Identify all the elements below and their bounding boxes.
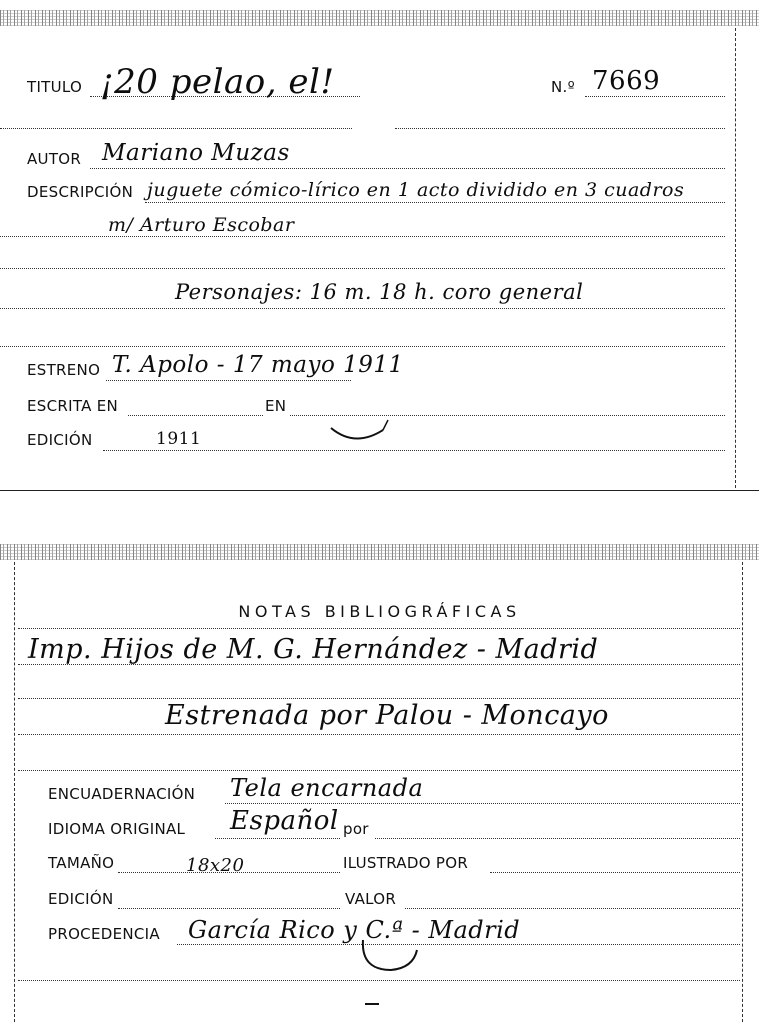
encuadernacion-rule <box>225 803 740 804</box>
card-right-edge <box>742 562 743 1022</box>
procedencia-rule <box>177 944 740 945</box>
descripcion-label: DESCRIPCIÓN <box>27 183 134 201</box>
procedencia-value: García Rico y C.ª - Madrid <box>188 916 521 944</box>
escrita-en-rule <box>128 415 263 416</box>
idioma-value: Español <box>230 806 339 836</box>
valor-label: VALOR <box>345 890 397 908</box>
procedencia-label: PROCEDENCIA <box>48 925 160 943</box>
note-rule <box>18 628 740 629</box>
escrita-en-label: ESCRITA EN <box>27 397 119 415</box>
note-rule <box>18 770 740 771</box>
card-divider <box>0 490 759 491</box>
en-label: EN <box>265 397 287 415</box>
blank-rule <box>0 346 725 347</box>
card-right-edge <box>735 28 736 488</box>
mark <box>365 1003 379 1005</box>
blank-rule <box>0 128 352 129</box>
ilustrado-rule <box>490 872 740 873</box>
descripcion-rule <box>145 202 725 203</box>
en-rule <box>290 415 725 416</box>
stamp-mark <box>355 928 425 978</box>
titulo-label: TITULO <box>27 78 83 96</box>
catalog-card-notes <box>0 540 759 1028</box>
autor-value: Mariano Muzas <box>102 140 290 166</box>
idioma-label: IDIOMA ORIGINAL <box>48 820 186 838</box>
tamano-value: 18x20 <box>186 855 245 876</box>
edicion-rule <box>103 450 725 451</box>
por-rule <box>375 838 740 839</box>
personajes-rule <box>0 308 725 309</box>
numero-rule <box>585 96 725 97</box>
card-top-edge <box>0 544 759 560</box>
autor-rule <box>90 168 725 169</box>
por-label: por <box>343 820 369 838</box>
notas-heading: NOTAS BIBLIOGRÁFICAS <box>238 602 521 621</box>
blank-rule <box>395 128 725 129</box>
note-line1: Imp. Hijos de M. G. Hernández - Madrid <box>28 634 599 665</box>
note-rule <box>18 980 740 981</box>
edicion-label: EDICIÓN <box>27 431 93 449</box>
note-rule <box>18 734 740 735</box>
idioma-rule <box>215 838 340 839</box>
numero-label: N.º <box>551 78 575 96</box>
valor-rule <box>405 908 740 909</box>
personajes-value: Personajes: 16 m. 18 h. coro general <box>175 280 584 304</box>
note-line2: Estrenada por Palou - Moncayo <box>165 700 609 731</box>
encuadernacion-value: Tela encarnada <box>230 774 424 802</box>
catalog-card-main <box>0 0 759 492</box>
encuadernacion-label: ENCUADERNACIÓN <box>48 785 196 803</box>
ilustrado-label: ILUSTRADO POR <box>343 854 469 872</box>
descripcion-rule-2 <box>0 236 725 237</box>
estreno-label: ESTRENO <box>27 361 101 379</box>
blank-rule <box>0 268 725 269</box>
edicion-value: 1911 <box>156 429 202 449</box>
autor-label: AUTOR <box>27 150 82 168</box>
note-rule <box>18 698 740 699</box>
tamano-label: TAMAÑO <box>48 854 115 872</box>
estreno-rule <box>106 380 351 381</box>
descripcion-line2: m/ Arturo Escobar <box>108 214 295 236</box>
titulo-value: ¡20 pelao, el! <box>100 62 335 102</box>
card-top-edge <box>0 10 759 26</box>
estreno-value: T. Apolo - 17 mayo 1911 <box>112 352 404 378</box>
stamp-mark <box>325 418 395 450</box>
edicion-rule <box>118 908 340 909</box>
descripcion-line1: juguete cómico-lírico en 1 acto dividido en 3 cuadros <box>147 179 685 201</box>
numero-value: 7669 <box>592 66 661 96</box>
edicion-label: EDICIÓN <box>48 890 114 908</box>
card-left-edge <box>14 562 15 1022</box>
